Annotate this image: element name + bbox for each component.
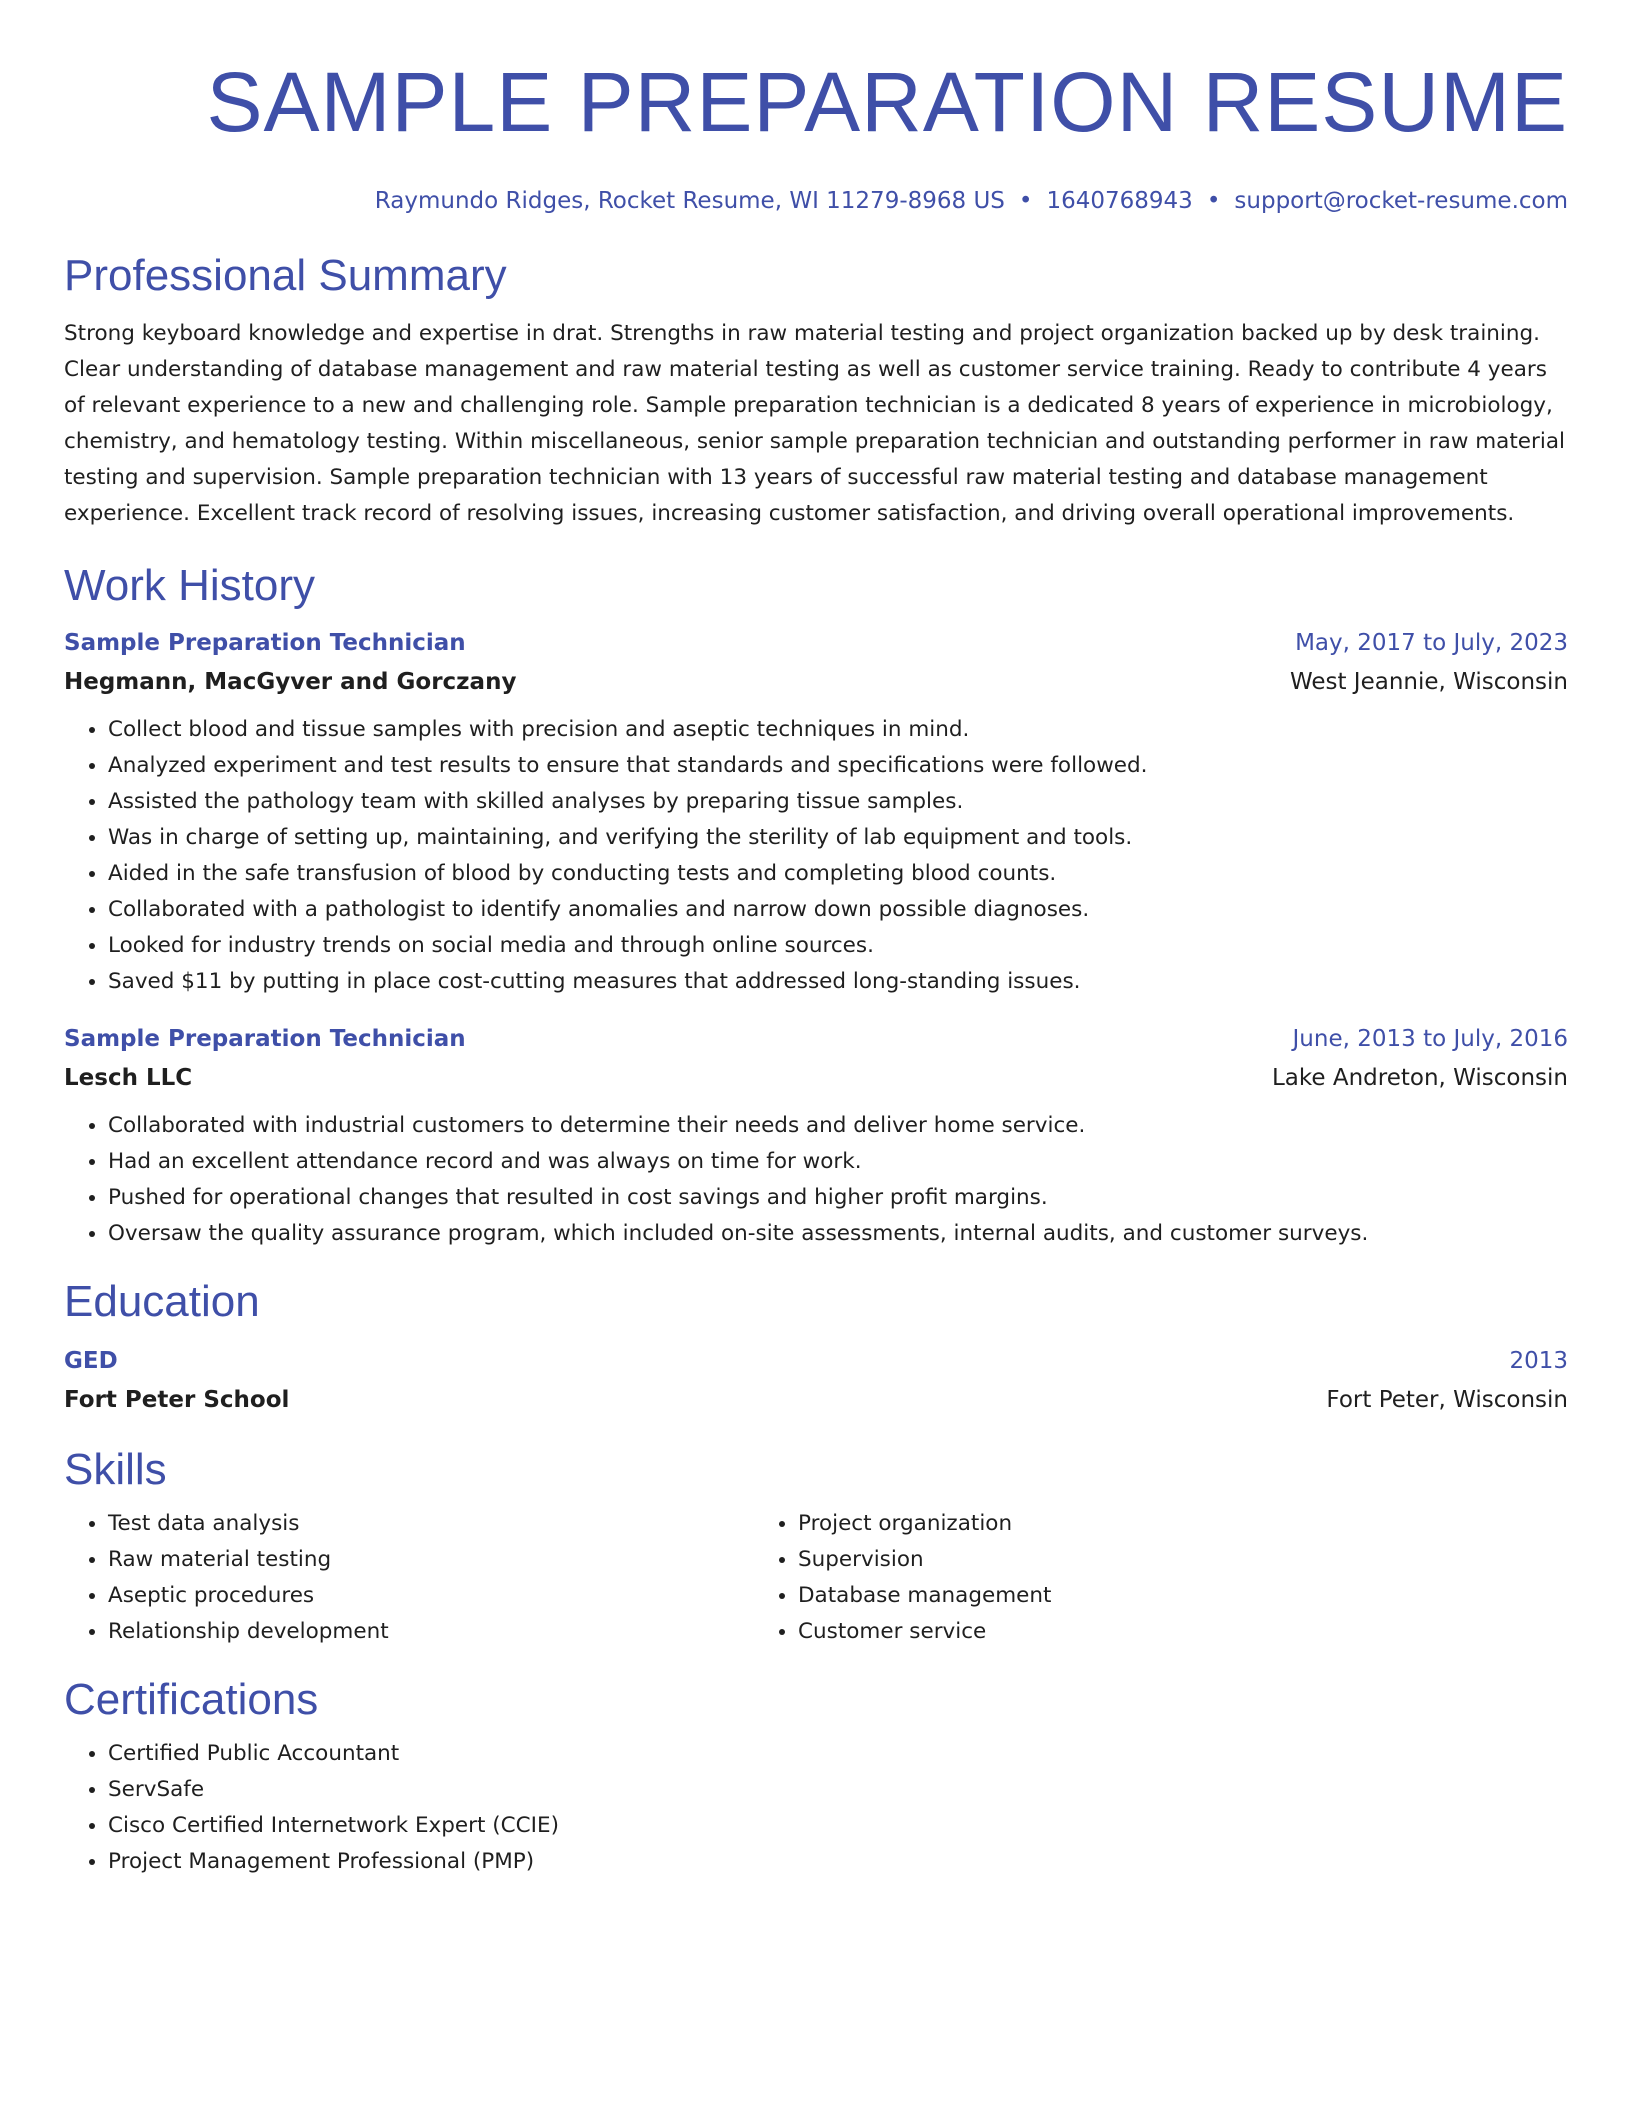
job-employer-row <box>64 662 1568 702</box>
contact-separator: • <box>1206 188 1221 214</box>
job-employer: Hegmann, MacGyver and Gorczany <box>64 669 517 695</box>
certification-item: • Cisco Certified Internetwork Expert (CCIE) <box>108 1808 1568 1844</box>
work-history-section <box>64 560 1568 1252</box>
job-title: Sample Preparation Technician <box>64 1026 466 1052</box>
summary-text: Strong keyboard knowledge and expertise in drat. Strengths in raw material testing and project organization backed up by desk training. Clear understanding of database management and raw material testing as well as customer service training. Ready to contribute 4 years of relevant experience to a new and challenging role. Sample preparation technician is a dedicated 8 years of experience in microbiology, chemistry, and hematology testing. Within miscellaneous, senior sample preparation technician and outstanding performer in raw material testing and supervision. Sample preparation technician with 13 years of successful raw material testing and database management experience. Excellent track record of resolving issues, increasing customer satisfaction, and driving overall operational improvements. <box>64 321 1565 526</box>
skill-item: • Project organization <box>798 1506 1444 1542</box>
skill-item: • Relationship development <box>108 1614 754 1650</box>
section-title-certifications: Certifications <box>64 1675 319 1724</box>
skill-item: • Database management <box>798 1578 1444 1614</box>
skill-item: • Test data analysis <box>108 1506 754 1542</box>
education-location: Fort Peter, Wisconsin <box>1326 1387 1568 1413</box>
job-bullets <box>64 1108 1568 1252</box>
job-bullet: • Had an excellent attendance record and was always on time for work. <box>108 1144 1568 1180</box>
skill-item: • Customer service <box>798 1614 1444 1650</box>
resume-header <box>64 52 1568 216</box>
skill-item: • Aseptic procedures <box>108 1578 754 1614</box>
job-bullet: • Looked for industry trends on social media and through online sources. <box>108 928 1568 964</box>
job-dates: May, 2017 to July, 2023 <box>1295 630 1568 656</box>
education-section <box>64 1276 1568 1420</box>
job-bullet: • Saved $11 by putting in place cost-cutting measures that addressed long-standing issues. <box>108 964 1568 1000</box>
education-school: Fort Peter School <box>64 1387 290 1413</box>
education-year: 2013 <box>1509 1348 1568 1374</box>
contact-address: Raymundo Ridges, Rocket Resume, WI 11279-8968 US <box>374 188 1005 214</box>
contact-separator: • <box>1018 188 1033 214</box>
job-bullet: • Was in charge of setting up, maintaining, and verifying the sterility of lab equipment and tools. <box>108 820 1568 856</box>
section-title-education: Education <box>64 1277 260 1326</box>
job-location: West Jeannie, Wisconsin <box>1289 669 1568 695</box>
certification-item: • Certified Public Accountant <box>108 1736 1568 1772</box>
section-title-summary: Professional Summary <box>64 251 507 300</box>
job-bullet: • Collaborated with industrial customers to determine their needs and deliver home service. <box>108 1108 1568 1144</box>
job-employer: Lesch LLC <box>64 1065 193 1091</box>
job-bullets <box>64 712 1568 1000</box>
education-entry <box>64 1342 1568 1420</box>
contact-email: support@rocket-resume.com <box>1234 188 1568 214</box>
summary-section <box>64 250 1568 532</box>
job-employer-row <box>64 1058 1568 1098</box>
job-bullet: • Collect blood and tissue samples with precision and aseptic techniques in mind. <box>108 712 1568 748</box>
certification-item: • Project Management Professional (PMP) <box>108 1844 1568 1880</box>
job-bullet: • Oversaw the quality assurance program, which included on-site assessments, internal audits, and customer surveys. <box>108 1216 1568 1252</box>
certifications-section <box>64 1674 1568 1880</box>
job-bullet: • Assisted the pathology team with skilled analyses by preparing tissue samples. <box>108 784 1568 820</box>
job-bullet: • Analyzed experiment and test results to ensure that standards and specifications were followed. <box>108 748 1568 784</box>
job-bullet: • Pushed for operational changes that resulted in cost savings and higher profit margins. <box>108 1180 1568 1216</box>
job-title: Sample Preparation Technician <box>64 630 466 656</box>
job-bullet: • Aided in the safe transfusion of blood by conducting tests and completing blood counts. <box>108 856 1568 892</box>
skills-list-left <box>64 1506 754 1650</box>
contact-line <box>64 186 1568 216</box>
skill-item: • Raw material testing <box>108 1542 754 1578</box>
certifications-list <box>64 1736 1568 1880</box>
job-entry <box>64 1020 1568 1252</box>
skills-list-right <box>754 1506 1444 1650</box>
section-title-skills: Skills <box>64 1445 167 1494</box>
skills-columns <box>64 1506 1568 1650</box>
contact-phone: 1640768943 <box>1046 188 1193 214</box>
job-bullet: • Collaborated with a pathologist to identify anomalies and narrow down possible diagnoses. <box>108 892 1568 928</box>
job-dates: June, 2013 to July, 2016 <box>1292 1026 1568 1052</box>
certification-item: • ServSafe <box>108 1772 1568 1808</box>
section-title-work-history: Work History <box>64 561 315 610</box>
job-entry <box>64 624 1568 1000</box>
candidate-name: SAMPLE PREPARATION RESUME <box>206 55 1568 149</box>
job-header-row <box>64 1020 1568 1058</box>
skills-section <box>64 1444 1568 1650</box>
education-school-row <box>64 1380 1568 1420</box>
job-location: Lake Andreton, Wisconsin <box>1271 1065 1568 1091</box>
skill-item: • Supervision <box>798 1542 1444 1578</box>
education-degree: GED <box>64 1348 118 1374</box>
job-header-row <box>64 624 1568 662</box>
education-header-row <box>64 1342 1568 1380</box>
